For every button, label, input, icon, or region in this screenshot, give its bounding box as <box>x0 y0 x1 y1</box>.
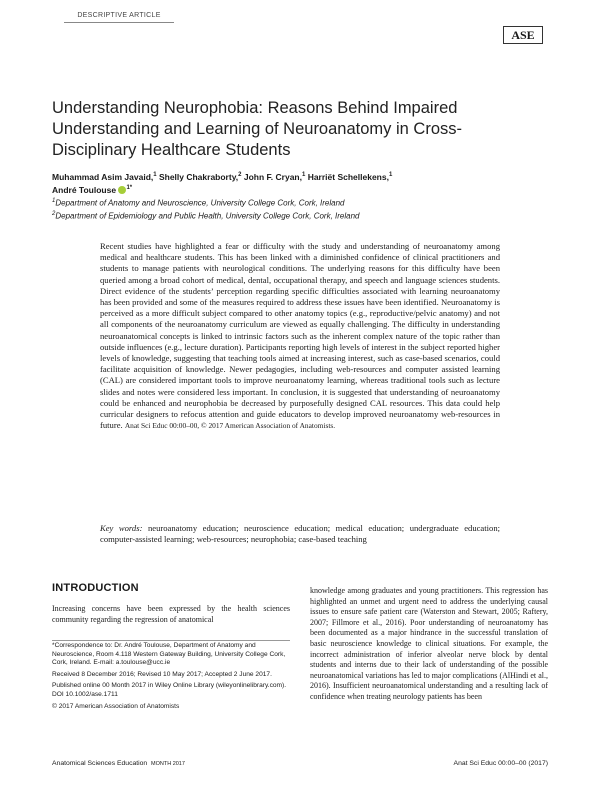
affil-marker: 1 <box>153 172 157 178</box>
author-name[interactable]: John F. Cryan, <box>241 171 302 182</box>
author-name[interactable]: André Toulouse <box>52 184 117 195</box>
correspondence-note: *Correspondence to: Dr. André Toulouse, Department of Anatomy and Neuroscience, Room 4.118 Western Gateway Building, University College Cork, Cork, Ireland. E-mail: a.toulouse@ucc.ie <box>52 642 286 667</box>
intro-left-column: Increasing concerns have been expressed by the health sciences community regarding the regression of anatomical <box>52 604 290 624</box>
keywords <box>100 523 500 545</box>
keywords-text: neuroanatomy education; neuroscience education; medical education; undergraduate education; computer-assisted learning; web-resources; neurophobia; case-based teaching <box>100 523 501 545</box>
dates-note: Received 8 December 2016; Revised 10 May 2017; Accepted 2 June 2017. <box>52 670 272 678</box>
author-name[interactable]: Harriët Schellekens, <box>305 171 389 182</box>
abstract-citation: Anat Sci Educ 00:00–00, © 2017 American Association of Anatomists. <box>124 421 336 431</box>
abstract <box>100 241 500 431</box>
intro-right-column: knowledge among graduates and young practitioners. This regression has highlighted an unmet and urgent need to address the underlying causal issues to ensure safe patient care (Waterston and Stewart, 2005; Raftery, 2007; Fillmore et al., 2016). Poor understanding of neuroanatomy has been documented as a major hindrance in the successful translation of basic neuroscience knowledge to clinical situations. For example, the incorrect administration of inferior alveolar nerve block by dental students and interns due to their lack of understanding of the possible neuroanatomical variations has led to major complications (AlHindi et al., 2016). Insufficient neuroanatomical understanding and a resulting lack of confidence when treating neurology patients has been <box>310 586 548 701</box>
author-name[interactable]: Muhammad Asim Javaid, <box>52 171 154 182</box>
footnote-divider <box>52 640 290 641</box>
affiliation-item: $^1$Department of Anatomy and Neuroscience, University College Cork, Cork, Ireland <box>52 198 345 208</box>
section-heading: INTRODUCTION <box>52 582 139 594</box>
affil-marker: 1* <box>126 184 133 191</box>
affil-marker: 1 <box>301 172 306 178</box>
footer-citation: Anat Sci Educ 00:00–00 (2017) <box>453 760 548 767</box>
footnotes <box>52 642 290 714</box>
footer-journal: Anatomical Sciences Education MONTH 2017 <box>52 760 185 767</box>
abstract-text: Recent studies have highlighted a fear or difficulty with the study and understanding of neuroanatomy among medical and healthcare students. This has been linked with a diminished confidence of clinical practitioners and students to manage patients with neurological conditions. The underlying reasons for this difficulty have been queried among a broad cohort of medical, dental, occupational therapy, and speech and language sciences students. Direct evidence of the students’ perception regarding specific difficulties associated with learning neuroanatomy has been provided and some of the measures required to address these issues have been identified. Neuroanatomy is perceived as a more difficult subject compared to other anatomy topics (e.g., reproductive/pelvic anatomy) and not all components of the neuroanatomy curriculum are viewed as equally challenging. The difficulty in understanding neuroanatomical concepts is linked to intrinsic factors such as the inherent complex nature of the topic rather than outside influences (e.g., lecture duration). Participants reporting high levels of interest in the subject reported higher levels of knowledge, suggesting that teaching tools aimed at increasing interest, such as case-based scenarios, could facilitate acquisition of knowledge. Newer pedagogies, including web-resources and computer assisted learning (CAL) are considered important tools to improve neuroanatomy learning, whereas traditional tools such as lecture slides and notes were considered less important. In conclusion, it is suggested that understanding of neuroanatomy could be enhanced and neurophobia be decreased by purposefully designed CAL resources. This data could help curricular designers to refocus attention and guide educators to develop improved neuroanatomy web-resources in future. <box>100 241 500 431</box>
affiliations <box>52 196 522 221</box>
copyright-note: © 2017 American Association of Anatomists <box>52 702 180 710</box>
article-title: Understanding Neurophobia: Reasons Behind Impaired Understanding and Learning of Neuroanatomy in Cross-Disciplinary Healthcare Students <box>52 99 462 159</box>
author-name[interactable]: Shelly Chakraborty, <box>156 171 239 182</box>
affil-marker: 2 <box>238 172 242 178</box>
keywords-label: Key words: <box>100 523 143 533</box>
article-type-label: DESCRIPTIVE ARTICLE <box>64 12 174 23</box>
author-list <box>52 170 522 196</box>
affiliation-item: $^2$Department of Epidemiology and Public Health, University College Cork, Cork, Ireland <box>52 210 360 221</box>
published-note: Published online 00 Month 2017 in Wiley Online Library (wileyonlinelibrary.com). DOI 10.1002/ase.1711 <box>52 682 287 698</box>
affil-marker: 1 <box>388 172 393 178</box>
journal-logo: ASE <box>503 26 543 44</box>
